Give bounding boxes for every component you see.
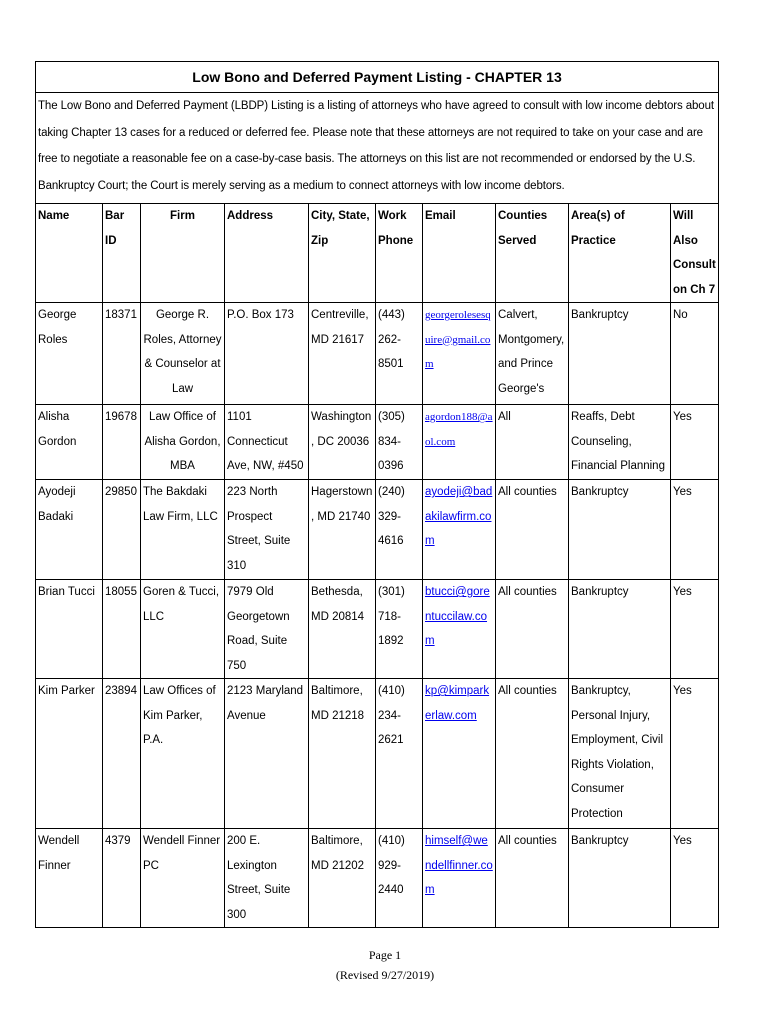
cell-phone: (301) 718-1892 [376, 580, 423, 679]
intro-text: The Low Bono and Deferred Payment (LBDP) Listing is a listing of attorneys who have agreed to consult with low income debtors about taking Chapter 13 cases for a reduced or deferred fee. Please note that these attorneys are not required to take on your case and are free to negotiate a reasonable fee on a case-by-case basis. The attorneys on this list are not recommended or endorsed by the U.S. Bankruptcy Court; the Court is merely serving as a medium to connect attorneys with low income debtors. [36, 93, 719, 204]
cell-email [423, 303, 496, 405]
revised-date: (Revised 9/27/2019) [335, 968, 435, 982]
header-bar-id: Bar ID [103, 204, 141, 303]
table-row [36, 679, 719, 829]
cell-name: Alisha Gordon [36, 405, 103, 480]
header-row [36, 204, 719, 303]
cell-name: Kim Parker [36, 679, 103, 829]
page-number: Page 1 [368, 948, 402, 962]
cell-firm: Wendell Finner PC [141, 829, 225, 928]
title-row [36, 62, 719, 93]
cell-ch7: Yes [671, 829, 719, 928]
cell-address: 223 North Prospect Street, Suite 310 [225, 480, 309, 580]
cell-practice: Bankruptcy [569, 480, 671, 580]
email-link[interactable]: georgerolesesquire@gmail.com [425, 309, 491, 370]
cell-bar-id: 4379 [103, 829, 141, 928]
email-link[interactable]: kp@kimparkerlaw.com [425, 685, 490, 722]
cell-city: Washington, DC 20036 [309, 405, 376, 480]
cell-city: Baltimore, MD 21218 [309, 679, 376, 829]
cell-ch7: Yes [671, 679, 719, 829]
cell-email [423, 679, 496, 829]
cell-firm: Goren & Tucci, LLC [141, 580, 225, 679]
header-email: Email [423, 204, 496, 303]
header-counties: Counties Served [496, 204, 569, 303]
listing-sheet [35, 61, 718, 928]
cell-ch7: No [671, 303, 719, 405]
cell-practice: Bankruptcy, Personal Injury, Employment, Civil Rights Violation, Consumer Protection [569, 679, 671, 829]
cell-practice: Bankruptcy [569, 580, 671, 679]
header-phone: Work Phone [376, 204, 423, 303]
intro-row [36, 93, 719, 204]
attorney-table [35, 61, 719, 928]
cell-email [423, 829, 496, 928]
cell-counties: All [496, 405, 569, 480]
email-link[interactable]: btucci@gorentuccilaw.com [425, 586, 490, 647]
cell-address: 2123 Maryland Avenue [225, 679, 309, 829]
page-title: Low Bono and Deferred Payment Listing - CHAPTER 13 [36, 62, 719, 93]
cell-bar-id: 18055 [103, 580, 141, 679]
cell-email [423, 405, 496, 480]
header-ch7: Will Also Consult on Ch 7 [671, 204, 719, 303]
cell-city: Hagerstown, MD 21740 [309, 480, 376, 580]
cell-city: Baltimore, MD 21202 [309, 829, 376, 928]
cell-bar-id: 29850 [103, 480, 141, 580]
table-row [36, 580, 719, 679]
cell-address: 1101 Connecticut Ave, NW, #450 [225, 405, 309, 480]
cell-firm: The Bakdaki Law Firm, LLC [141, 480, 225, 580]
cell-counties: All counties [496, 679, 569, 829]
header-address: Address [225, 204, 309, 303]
cell-phone: (410) 234-2621 [376, 679, 423, 829]
table-row [36, 829, 719, 928]
cell-bar-id: 23894 [103, 679, 141, 829]
cell-phone: (443) 262-8501 [376, 303, 423, 405]
cell-counties: All counties [496, 580, 569, 679]
cell-phone: (410) 929-2440 [376, 829, 423, 928]
cell-firm: Law Office of Alisha Gordon, MBA [141, 405, 225, 480]
cell-city: Centreville, MD 21617 [309, 303, 376, 405]
cell-counties: Calvert, Montgomery, and Prince George's [496, 303, 569, 405]
cell-email [423, 480, 496, 580]
cell-counties: All counties [496, 829, 569, 928]
cell-ch7: Yes [671, 580, 719, 679]
header-name: Name [36, 204, 103, 303]
cell-ch7: Yes [671, 480, 719, 580]
cell-practice: Bankruptcy [569, 303, 671, 405]
cell-counties: All counties [496, 480, 569, 580]
cell-name: Wendell Finner [36, 829, 103, 928]
table-row [36, 405, 719, 480]
email-link[interactable]: agordon188@aol.com [425, 411, 493, 448]
cell-address: 200 E. Lexington Street, Suite 300 [225, 829, 309, 928]
cell-city: Bethesda, MD 20814 [309, 580, 376, 679]
page-footer [0, 945, 770, 985]
cell-firm: George R. Roles, Attorney & Counselor at Law [141, 303, 225, 405]
table-row [36, 480, 719, 580]
header-practice: Area(s) of Practice [569, 204, 671, 303]
cell-firm: Law Offices of Kim Parker, P.A. [141, 679, 225, 829]
cell-address: P.O. Box 173 [225, 303, 309, 405]
cell-bar-id: 19678 [103, 405, 141, 480]
cell-ch7: Yes [671, 405, 719, 480]
cell-address: 7979 Old Georgetown Road, Suite 750 [225, 580, 309, 679]
cell-name: Brian Tucci [36, 580, 103, 679]
email-link[interactable]: ayodeji@badakilawfirm.com [425, 486, 493, 547]
header-city: City, State, Zip [309, 204, 376, 303]
cell-practice: Reaffs, Debt Counseling, Financial Planning [569, 405, 671, 480]
email-link[interactable]: himself@wendellfinner.com [425, 835, 493, 896]
cell-practice: Bankruptcy [569, 829, 671, 928]
cell-phone: (305) 834-0396 [376, 405, 423, 480]
cell-name: George Roles [36, 303, 103, 405]
cell-email [423, 580, 496, 679]
header-firm: Firm [141, 204, 225, 303]
cell-bar-id: 18371 [103, 303, 141, 405]
cell-name: Ayodeji Badaki [36, 480, 103, 580]
cell-phone: (240) 329-4616 [376, 480, 423, 580]
table-row [36, 303, 719, 405]
